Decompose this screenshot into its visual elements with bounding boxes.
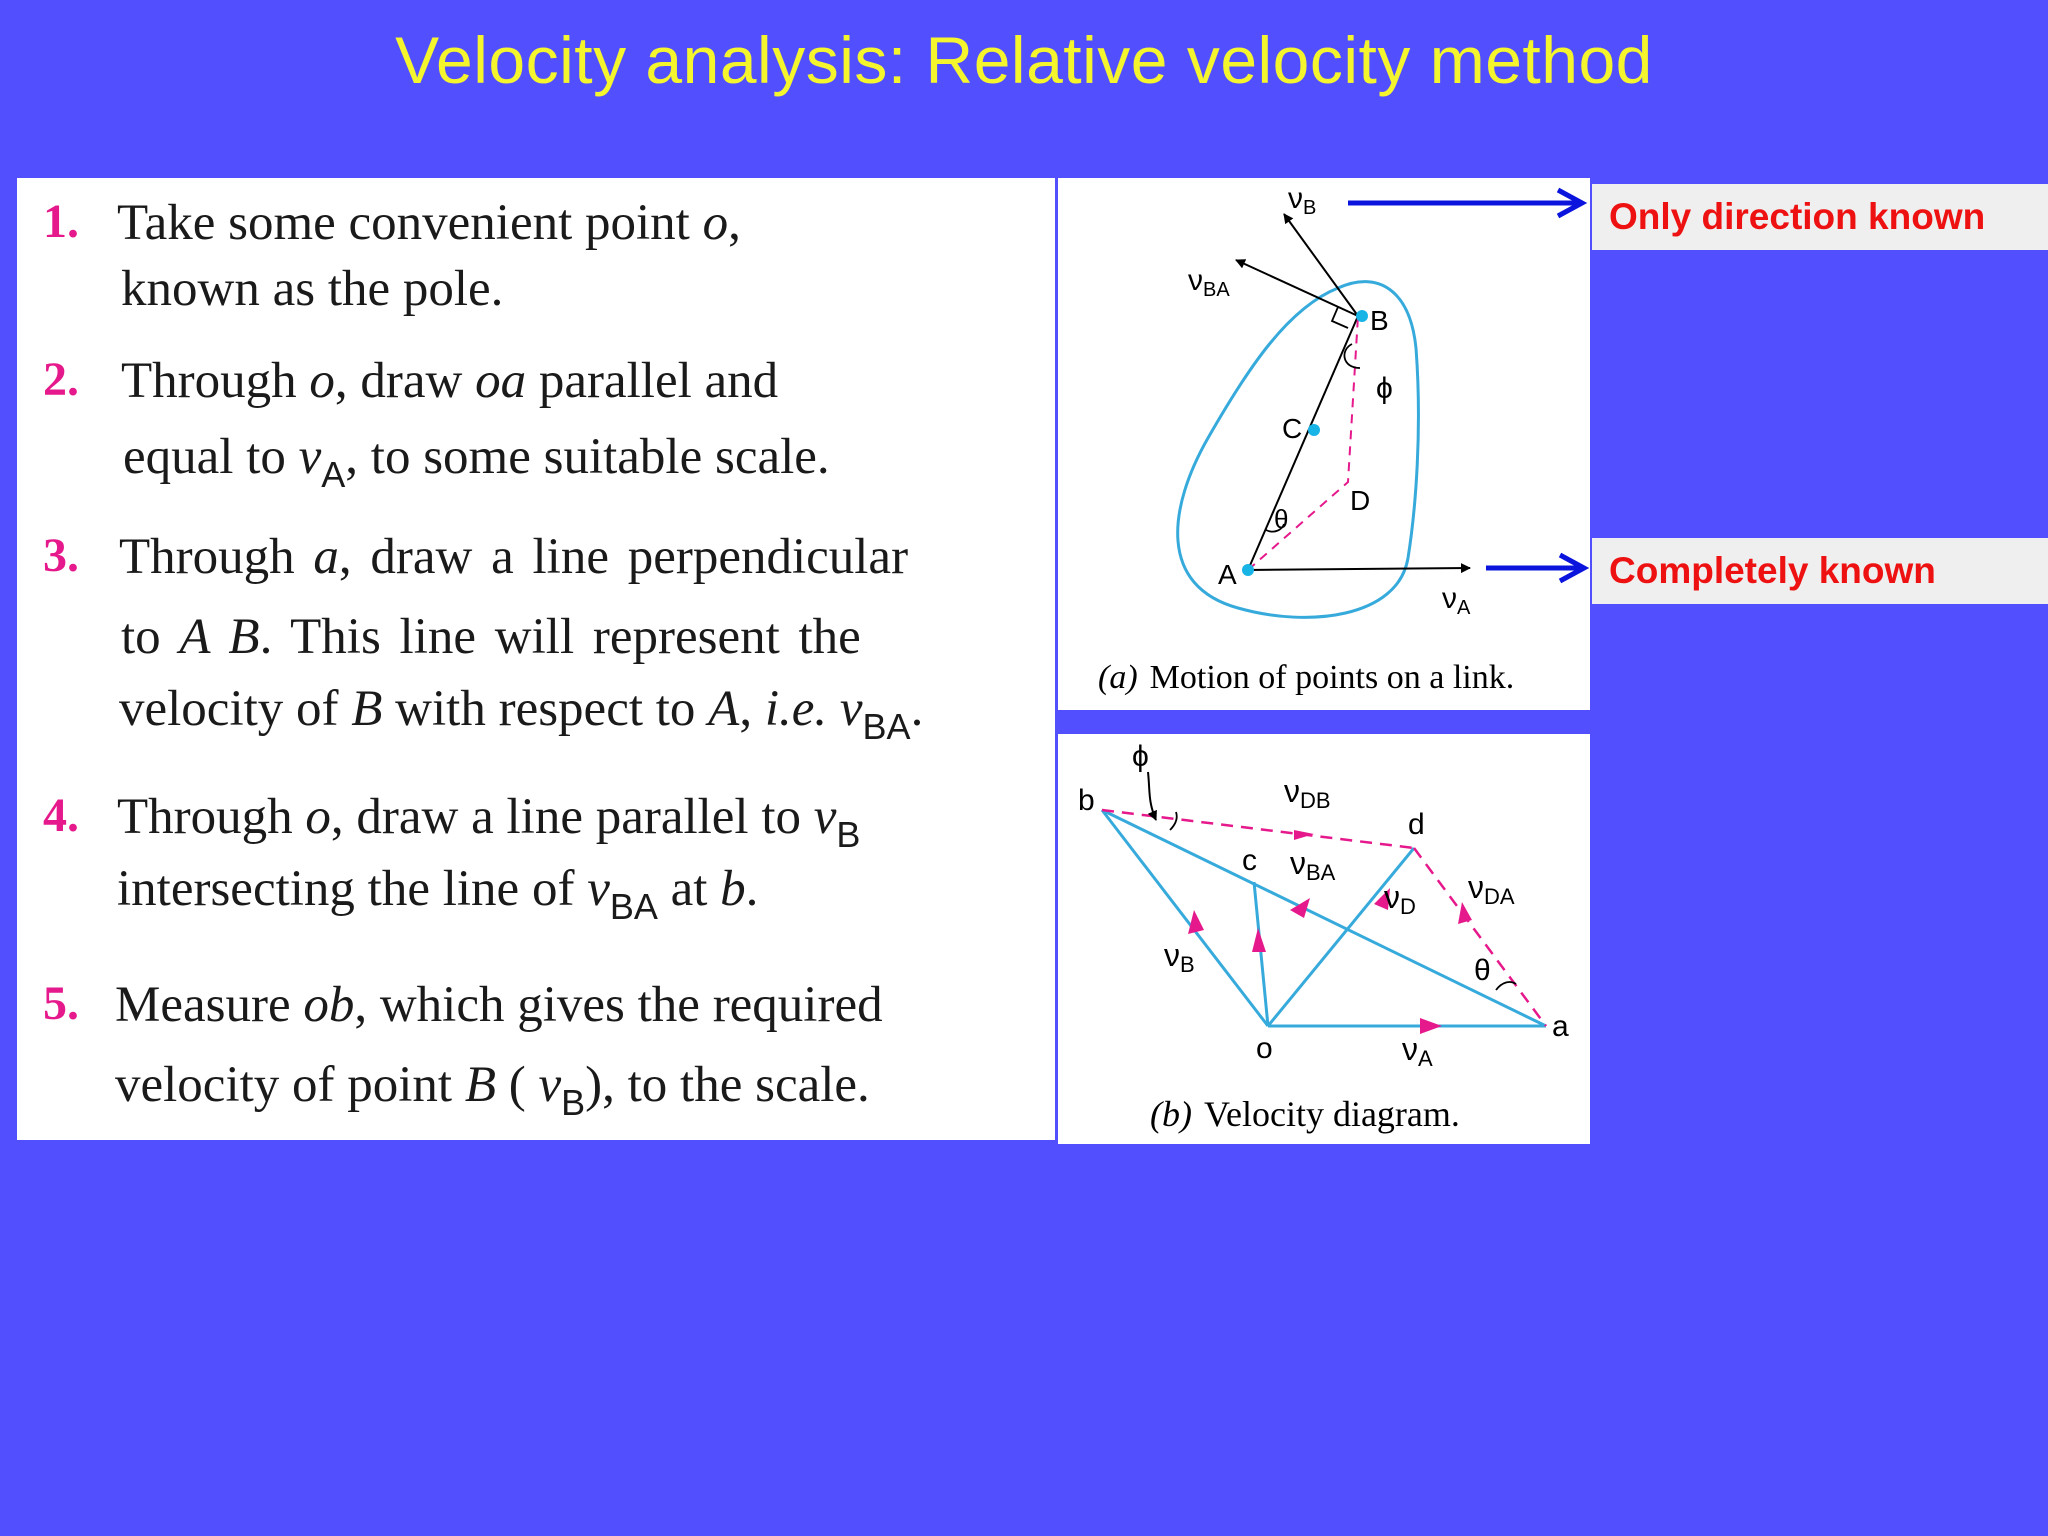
vc-arrowhead bbox=[1252, 928, 1266, 952]
step-text-line: Take some convenient point o, bbox=[117, 195, 741, 251]
steps-panel bbox=[17, 178, 1055, 1140]
callout-completely-known: Completely known bbox=[1592, 538, 2048, 604]
line-AB bbox=[1248, 316, 1358, 570]
arrow-to-vB-callout bbox=[1346, 186, 1590, 220]
phi-arc bbox=[1344, 344, 1360, 368]
diagram-a-caption: (a) Motion of points on a link. bbox=[1098, 659, 1515, 696]
vA-label: νA bbox=[1402, 1031, 1433, 1071]
theta-label: θ bbox=[1274, 504, 1289, 534]
point-D-label: D bbox=[1350, 485, 1371, 516]
vDA-label: νDA bbox=[1468, 869, 1515, 909]
point-d-label: d bbox=[1408, 808, 1425, 841]
line-bd bbox=[1102, 810, 1414, 848]
step-text-line: velocity of B with respect to A, i.e. $v_{BA}$. bbox=[119, 681, 924, 747]
slide-title: Velocity analysis: Relative velocity method bbox=[395, 23, 1653, 97]
phi-angle-arc bbox=[1170, 812, 1177, 830]
point-b-label: b bbox=[1078, 784, 1095, 817]
step-text-line: known as the pole. bbox=[121, 261, 504, 317]
point-B-label: B bbox=[1370, 305, 1389, 336]
step-number: 3. bbox=[43, 529, 79, 582]
vD-label: νD bbox=[1384, 879, 1416, 919]
step-text-line: Measure ob, which gives the required bbox=[115, 977, 883, 1033]
vBA-label: $\nu_{BA}$ bbox=[1188, 264, 1230, 301]
line-oc bbox=[1254, 882, 1268, 1026]
step-number: 4. bbox=[43, 789, 79, 842]
diagram-b-caption: (b) Velocity diagram. bbox=[1150, 1094, 1460, 1134]
vB-arrow bbox=[1284, 214, 1358, 316]
point-B-marker bbox=[1356, 310, 1368, 322]
phi-label: ϕ bbox=[1376, 372, 1393, 405]
vBA-arrowhead bbox=[1290, 898, 1310, 918]
step-text-line: to A B. This line will represent the bbox=[121, 609, 861, 665]
link-motion-diagram bbox=[1058, 178, 1590, 710]
vA-label: $\nu_A$ bbox=[1442, 582, 1471, 619]
step-number: 1. bbox=[43, 195, 79, 248]
vA-arrow bbox=[1248, 568, 1470, 570]
point-o-label: o bbox=[1256, 1032, 1273, 1065]
vB-arrowhead bbox=[1188, 910, 1204, 934]
line-ob bbox=[1102, 810, 1268, 1026]
step-number: 2. bbox=[43, 353, 79, 406]
line-ba bbox=[1102, 810, 1546, 1026]
phi-pointer bbox=[1148, 772, 1156, 820]
vBA-label: νBA bbox=[1290, 845, 1336, 885]
step-text-line: Through o, draw oa parallel and bbox=[121, 353, 779, 409]
step-text-line: intersecting the line of $v_{BA}$ at b. bbox=[117, 861, 759, 927]
theta-arc bbox=[1496, 982, 1516, 990]
point-c-label: c bbox=[1242, 844, 1257, 877]
vB-label: νB bbox=[1164, 937, 1195, 977]
point-C-marker bbox=[1308, 424, 1320, 436]
step-text-line: Through a, draw a line perpendicular bbox=[119, 529, 909, 585]
vA-arrowhead bbox=[1420, 1018, 1442, 1034]
phi-label: ϕ bbox=[1132, 740, 1149, 773]
step-text-line: equal to $v_A$, to some suitable scale. bbox=[123, 429, 830, 495]
theta-label: θ bbox=[1474, 954, 1491, 987]
point-C-label: C bbox=[1282, 413, 1303, 444]
arrow-to-vA-callout bbox=[1484, 551, 1590, 585]
callout-direction-known: Only direction known bbox=[1592, 184, 2048, 250]
vDA-arrowhead bbox=[1458, 902, 1472, 924]
step-number: 5. bbox=[43, 977, 79, 1030]
step-text-line: velocity of point B ( $v_B$), to the scale. bbox=[115, 1057, 870, 1123]
vB-label: $\nu_B$ bbox=[1288, 182, 1317, 219]
velocity-diagram bbox=[1058, 734, 1590, 1144]
point-A-marker bbox=[1242, 564, 1254, 576]
step-text-line: Through o, draw a line parallel to $v_B$ bbox=[117, 789, 861, 855]
point-a-label: a bbox=[1552, 1010, 1569, 1043]
point-A-label: A bbox=[1218, 559, 1237, 590]
vDB-label: νDB bbox=[1284, 773, 1331, 813]
